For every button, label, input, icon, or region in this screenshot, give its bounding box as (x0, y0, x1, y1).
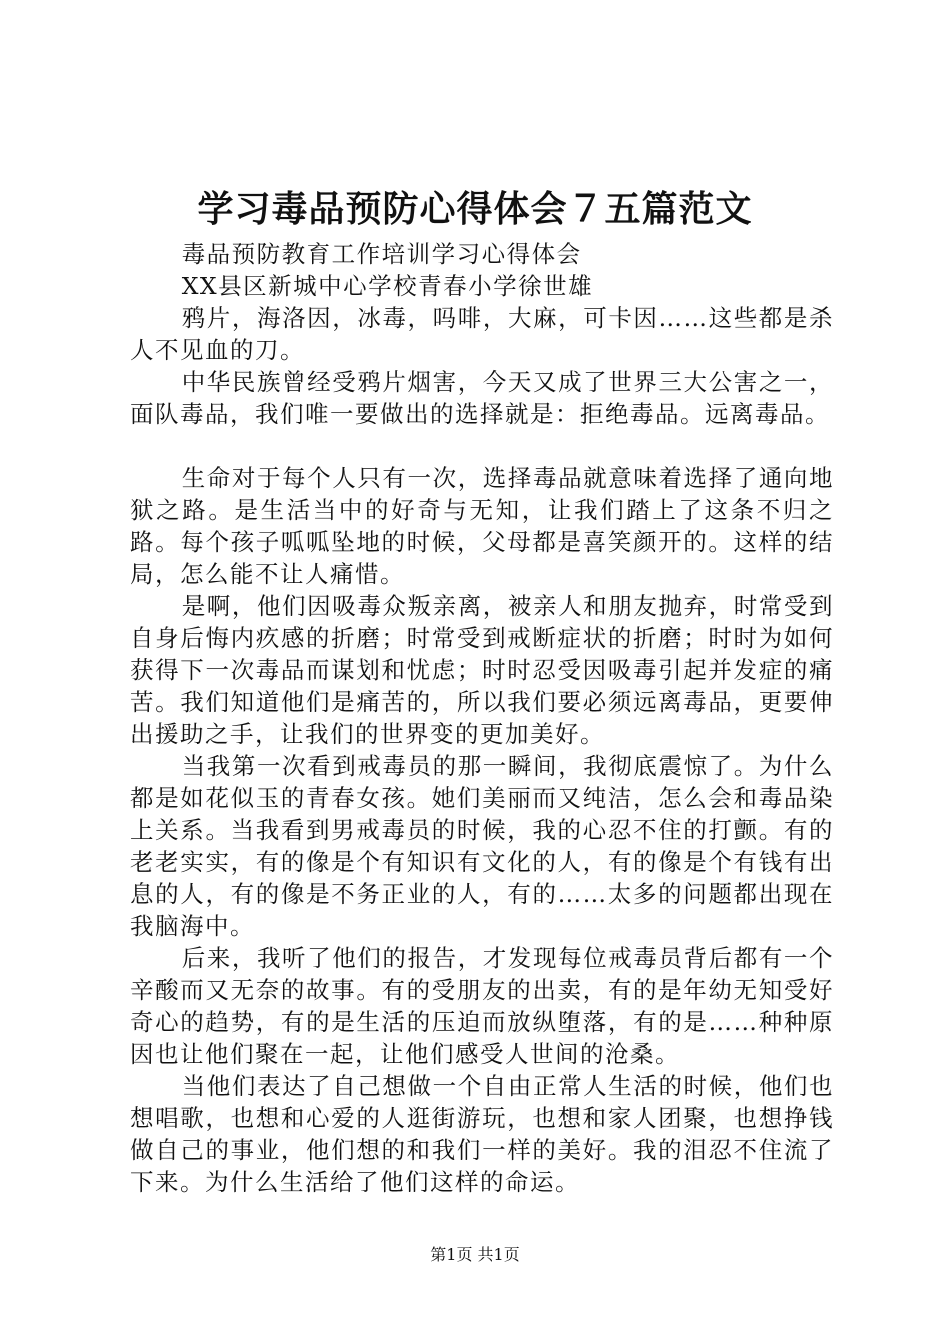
paragraph-subtitle: 毒品预防教育工作培训学习心得体会 (181, 240, 582, 268)
paragraph: 当他们表达了自己想做一个自由正常人生活的时候，他们也想唱歌，也想和心爱的人逛街游玩，也想和家人团聚，也想挣钱做自己的事业，他们想的和我们一样的美好。我的泪忍不住流了下来。为什么生活给了他们这样的命运。 (130, 1072, 834, 1196)
document-body (130, 238, 834, 1198)
paragraph: 生命对于每个人只有一次，选择毒品就意味着选择了通向地狱之路。是生活当中的好奇与无知，让我们踏上了这条不归之路。每个孩子呱呱坠地的时候，父母都是喜笑颜开的。这样的结局，怎么能不让人痛惜。 (130, 464, 834, 588)
page-number-footer: 第1页 共1页 (430, 1245, 520, 1264)
paragraph: 鸦片，海洛因，冰毒，吗啡，大麻，可卡因……这些都是杀人不见血的刀。 (130, 304, 834, 364)
blank-line (130, 430, 834, 462)
paragraph: 后来，我听了他们的报告，才发现每位戒毒员背后都有一个辛酸而又无奈的故事。有的受朋友的出卖，有的是年幼无知受好奇心的趋势，有的是生活的压迫而放纵堕落，有的是……种种原因也让他们聚在一起，让他们感受人世间的沧桑。 (130, 944, 834, 1068)
page-title: 学习毒品预防心得体会７五篇范文 (197, 188, 753, 230)
paragraph: 中华民族曾经受鸦片烟害，今天又成了世界三大公害之一，面队毒品，我们唯一要做出的选择就是：拒绝毒品。远离毒品。 (130, 368, 834, 428)
paragraph: 是啊，他们因吸毒众叛亲离，被亲人和朋友抛弃，时常受到自身后悔内疚感的折磨；时常受到戒断症状的折磨；时时为如何获得下一次毒品而谋划和忧虑；时时忍受因吸毒引起并发症的痛苦。我们知道他们是痛苦的，所以我们要必须远离毒品，更要伸出援助之手，让我们的世界变的更加美好。 (130, 592, 834, 748)
paragraph: 当我第一次看到戒毒员的那一瞬间，我彻底震惊了。为什么都是如花似玉的青春女孩。她们美丽而又纯洁，怎么会和毒品染上关系。当我看到男戒毒员的时候，我的心忍不住的打颤。有的老老实实，有的像是个有知识有文化的人，有的像是个有钱有出息的人，有的像是不务正业的人，有的……太多的问题都出现在我脑海中。 (130, 752, 834, 940)
paragraph-author: XX县区新城中心学校青春小学徐世雄 (181, 272, 594, 300)
